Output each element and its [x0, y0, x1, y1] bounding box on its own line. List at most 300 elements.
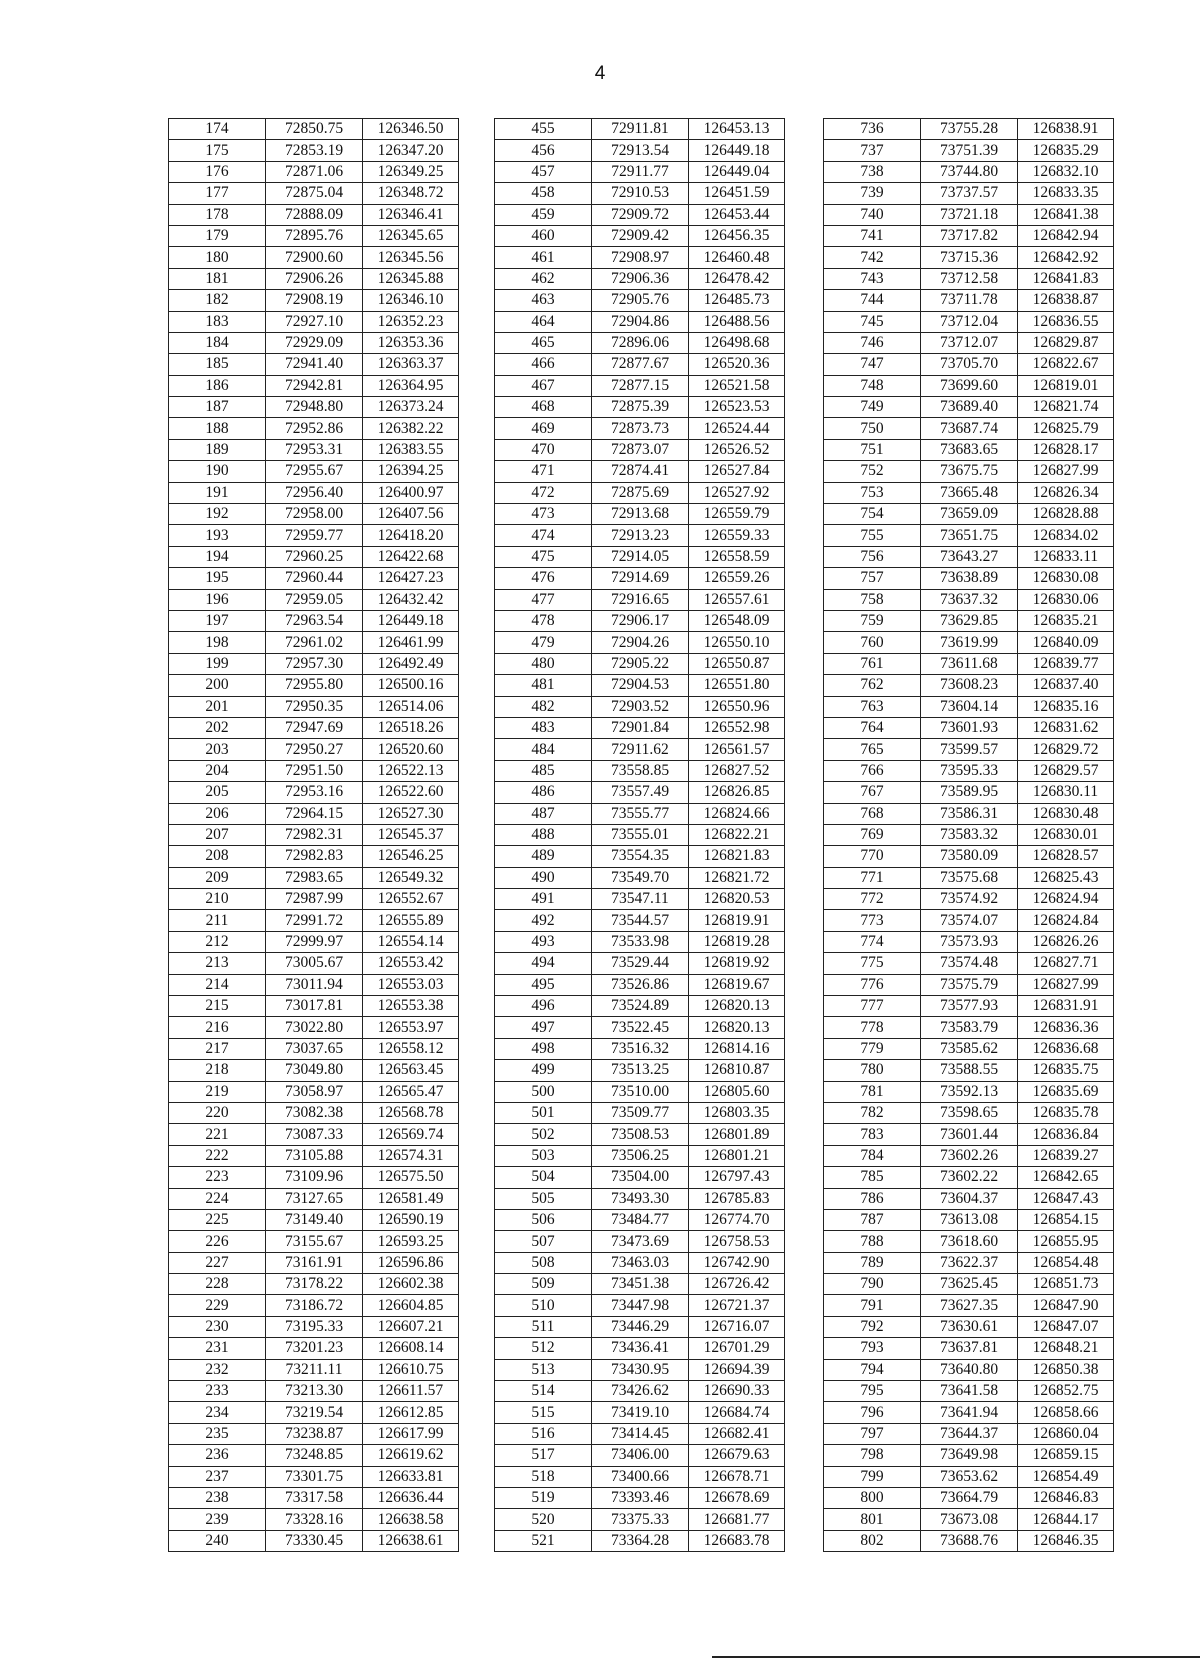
table-row [495, 354, 785, 375]
y-coordinate-cell: 126842.94 [1018, 225, 1114, 246]
x-coordinate-cell: 72950.27 [266, 739, 363, 760]
y-coordinate-cell: 126758.53 [689, 1231, 785, 1252]
x-coordinate-cell: 73493.30 [592, 1188, 689, 1209]
table-row [169, 867, 459, 888]
table-row [824, 889, 1114, 910]
x-coordinate-cell: 73127.65 [266, 1188, 363, 1209]
table-row [824, 482, 1114, 503]
table-row [495, 675, 785, 696]
y-coordinate-cell: 126839.77 [1018, 653, 1114, 674]
x-coordinate-cell: 73087.33 [266, 1124, 363, 1145]
y-coordinate-cell: 126345.56 [363, 247, 459, 268]
table-row [495, 375, 785, 396]
table-row [495, 504, 785, 525]
table-row [169, 568, 459, 589]
y-coordinate-cell: 126822.67 [1018, 354, 1114, 375]
table-row [495, 418, 785, 439]
y-coordinate-cell: 126553.42 [363, 953, 459, 974]
table-row [169, 183, 459, 204]
table-row [495, 525, 785, 546]
x-coordinate-cell: 73637.32 [921, 589, 1018, 610]
point-number-cell: 742 [824, 247, 921, 268]
point-number-cell: 469 [495, 418, 592, 439]
y-coordinate-cell: 126500.16 [363, 675, 459, 696]
point-number-cell: 202 [169, 717, 266, 738]
point-number-cell: 786 [824, 1188, 921, 1209]
table-row [824, 1188, 1114, 1209]
table-row [169, 953, 459, 974]
x-coordinate-cell: 73549.70 [592, 867, 689, 888]
y-coordinate-cell: 126801.21 [689, 1145, 785, 1166]
point-number-cell: 511 [495, 1316, 592, 1337]
point-number-cell: 753 [824, 482, 921, 503]
point-number-cell: 737 [824, 140, 921, 161]
point-number-cell: 472 [495, 482, 592, 503]
point-number-cell: 518 [495, 1466, 592, 1487]
y-coordinate-cell: 126353.36 [363, 332, 459, 353]
y-coordinate-cell: 126683.78 [689, 1530, 785, 1551]
y-coordinate-cell: 126518.26 [363, 717, 459, 738]
y-coordinate-cell: 126612.85 [363, 1402, 459, 1423]
table-row [495, 953, 785, 974]
table-row [169, 653, 459, 674]
y-coordinate-cell: 126836.36 [1018, 1017, 1114, 1038]
x-coordinate-cell: 73583.79 [921, 1017, 1018, 1038]
point-number-cell: 234 [169, 1402, 266, 1423]
table-row [824, 225, 1114, 246]
table-row [495, 1038, 785, 1059]
y-coordinate-cell: 126690.33 [689, 1381, 785, 1402]
table-row [169, 1488, 459, 1509]
point-number-cell: 211 [169, 910, 266, 931]
table-row [169, 1316, 459, 1337]
y-coordinate-cell: 126820.13 [689, 996, 785, 1017]
y-coordinate-cell: 126553.97 [363, 1017, 459, 1038]
table-row [824, 525, 1114, 546]
x-coordinate-cell: 73649.98 [921, 1445, 1018, 1466]
y-coordinate-cell: 126830.06 [1018, 589, 1114, 610]
coordinate-table-3 [823, 118, 1114, 1552]
point-number-cell: 205 [169, 782, 266, 803]
point-number-cell: 181 [169, 268, 266, 289]
table-row [824, 782, 1114, 803]
point-number-cell: 496 [495, 996, 592, 1017]
x-coordinate-cell: 73219.54 [266, 1402, 363, 1423]
table-row [824, 247, 1114, 268]
x-coordinate-cell: 72913.23 [592, 525, 689, 546]
x-coordinate-cell: 72983.65 [266, 867, 363, 888]
point-number-cell: 475 [495, 546, 592, 567]
point-number-cell: 485 [495, 760, 592, 781]
point-number-cell: 468 [495, 397, 592, 418]
point-number-cell: 226 [169, 1231, 266, 1252]
x-coordinate-cell: 73364.28 [592, 1530, 689, 1551]
point-number-cell: 770 [824, 846, 921, 867]
x-coordinate-cell: 73711.78 [921, 290, 1018, 311]
point-number-cell: 223 [169, 1167, 266, 1188]
table-row [824, 1017, 1114, 1038]
y-coordinate-cell: 126819.92 [689, 953, 785, 974]
x-coordinate-cell: 72895.76 [266, 225, 363, 246]
x-coordinate-cell: 73155.67 [266, 1231, 363, 1252]
point-number-cell: 790 [824, 1274, 921, 1295]
point-number-cell: 787 [824, 1209, 921, 1230]
x-coordinate-cell: 73712.04 [921, 311, 1018, 332]
point-number-cell: 224 [169, 1188, 266, 1209]
table-row [495, 140, 785, 161]
point-number-cell: 755 [824, 525, 921, 546]
y-coordinate-cell: 126830.01 [1018, 824, 1114, 845]
table-row [824, 311, 1114, 332]
x-coordinate-cell: 72873.07 [592, 439, 689, 460]
table-row [824, 675, 1114, 696]
point-number-cell: 491 [495, 889, 592, 910]
table-row [169, 1038, 459, 1059]
y-coordinate-cell: 126557.61 [689, 589, 785, 610]
point-number-cell: 510 [495, 1295, 592, 1316]
y-coordinate-cell: 126449.18 [363, 610, 459, 631]
table-row [824, 1252, 1114, 1273]
x-coordinate-cell: 73601.44 [921, 1124, 1018, 1145]
y-coordinate-cell: 126619.62 [363, 1445, 459, 1466]
x-coordinate-cell: 73598.65 [921, 1102, 1018, 1123]
y-coordinate-cell: 126837.40 [1018, 675, 1114, 696]
x-coordinate-cell: 72909.72 [592, 204, 689, 225]
table-row [495, 1295, 785, 1316]
x-coordinate-cell: 73201.23 [266, 1338, 363, 1359]
point-number-cell: 184 [169, 332, 266, 353]
y-coordinate-cell: 126604.85 [363, 1295, 459, 1316]
table-row [824, 996, 1114, 1017]
point-number-cell: 227 [169, 1252, 266, 1273]
table-row [495, 824, 785, 845]
y-coordinate-cell: 126346.41 [363, 204, 459, 225]
x-coordinate-cell: 73554.35 [592, 846, 689, 867]
x-coordinate-cell: 73186.72 [266, 1295, 363, 1316]
y-coordinate-cell: 126831.91 [1018, 996, 1114, 1017]
table-row [495, 589, 785, 610]
y-coordinate-cell: 126527.84 [689, 461, 785, 482]
x-coordinate-cell: 73604.14 [921, 696, 1018, 717]
y-coordinate-cell: 126553.38 [363, 996, 459, 1017]
point-number-cell: 792 [824, 1316, 921, 1337]
y-coordinate-cell: 126835.78 [1018, 1102, 1114, 1123]
table-row [824, 589, 1114, 610]
y-coordinate-cell: 126345.65 [363, 225, 459, 246]
point-number-cell: 749 [824, 397, 921, 418]
y-coordinate-cell: 126451.59 [689, 183, 785, 204]
x-coordinate-cell: 73506.25 [592, 1145, 689, 1166]
table-row [169, 461, 459, 482]
point-number-cell: 190 [169, 461, 266, 482]
table-row [169, 974, 459, 995]
x-coordinate-cell: 73638.89 [921, 568, 1018, 589]
x-coordinate-cell: 73109.96 [266, 1167, 363, 1188]
page-number: 4 [594, 63, 606, 84]
table-row [824, 717, 1114, 738]
y-coordinate-cell: 126559.79 [689, 504, 785, 525]
table-row [169, 354, 459, 375]
point-number-cell: 499 [495, 1060, 592, 1081]
table-row [824, 931, 1114, 952]
x-coordinate-cell: 73602.26 [921, 1145, 1018, 1166]
point-number-cell: 514 [495, 1381, 592, 1402]
y-coordinate-cell: 126826.34 [1018, 482, 1114, 503]
table-row [824, 1124, 1114, 1145]
x-coordinate-cell: 73602.22 [921, 1167, 1018, 1188]
table-row [169, 525, 459, 546]
x-coordinate-cell: 73675.75 [921, 461, 1018, 482]
y-coordinate-cell: 126848.21 [1018, 1338, 1114, 1359]
point-number-cell: 495 [495, 974, 592, 995]
y-coordinate-cell: 126394.25 [363, 461, 459, 482]
x-coordinate-cell: 73317.58 [266, 1488, 363, 1509]
table-row [169, 889, 459, 910]
y-coordinate-cell: 126456.35 [689, 225, 785, 246]
x-coordinate-cell: 73751.39 [921, 140, 1018, 161]
table-row [495, 910, 785, 931]
table-row [495, 1252, 785, 1273]
y-coordinate-cell: 126345.88 [363, 268, 459, 289]
y-coordinate-cell: 126847.07 [1018, 1316, 1114, 1337]
x-coordinate-cell: 73629.85 [921, 610, 1018, 631]
x-coordinate-cell: 73653.62 [921, 1466, 1018, 1487]
point-number-cell: 490 [495, 867, 592, 888]
table-row [495, 1488, 785, 1509]
table-row [495, 739, 785, 760]
point-number-cell: 795 [824, 1381, 921, 1402]
x-coordinate-cell: 73717.82 [921, 225, 1018, 246]
x-coordinate-cell: 73400.66 [592, 1466, 689, 1487]
point-number-cell: 230 [169, 1316, 266, 1337]
y-coordinate-cell: 126831.62 [1018, 717, 1114, 738]
y-coordinate-cell: 126844.17 [1018, 1509, 1114, 1530]
x-coordinate-cell: 72888.09 [266, 204, 363, 225]
y-coordinate-cell: 126833.11 [1018, 546, 1114, 567]
point-number-cell: 488 [495, 824, 592, 845]
y-coordinate-cell: 126348.72 [363, 183, 459, 204]
y-coordinate-cell: 126555.89 [363, 910, 459, 931]
point-number-cell: 193 [169, 525, 266, 546]
y-coordinate-cell: 126551.80 [689, 675, 785, 696]
point-number-cell: 204 [169, 760, 266, 781]
x-coordinate-cell: 73393.46 [592, 1488, 689, 1509]
x-coordinate-cell: 73436.41 [592, 1338, 689, 1359]
point-number-cell: 516 [495, 1423, 592, 1444]
point-number-cell: 505 [495, 1188, 592, 1209]
point-number-cell: 512 [495, 1338, 592, 1359]
x-coordinate-cell: 73595.33 [921, 760, 1018, 781]
x-coordinate-cell: 73651.75 [921, 525, 1018, 546]
y-coordinate-cell: 126835.75 [1018, 1060, 1114, 1081]
table-row [169, 739, 459, 760]
x-coordinate-cell: 73699.60 [921, 375, 1018, 396]
x-coordinate-cell: 73637.81 [921, 1338, 1018, 1359]
point-number-cell: 214 [169, 974, 266, 995]
y-coordinate-cell: 126610.75 [363, 1359, 459, 1380]
x-coordinate-cell: 73613.08 [921, 1209, 1018, 1230]
table-row [169, 375, 459, 396]
x-coordinate-cell: 73640.80 [921, 1359, 1018, 1380]
y-coordinate-cell: 126514.06 [363, 696, 459, 717]
x-coordinate-cell: 73037.65 [266, 1038, 363, 1059]
table-row [824, 1295, 1114, 1316]
point-number-cell: 198 [169, 632, 266, 653]
point-number-cell: 754 [824, 504, 921, 525]
y-coordinate-cell: 126549.32 [363, 867, 459, 888]
table-row [824, 846, 1114, 867]
point-number-cell: 186 [169, 375, 266, 396]
point-number-cell: 781 [824, 1081, 921, 1102]
point-number-cell: 229 [169, 1295, 266, 1316]
y-coordinate-cell: 126488.56 [689, 311, 785, 332]
x-coordinate-cell: 73586.31 [921, 803, 1018, 824]
table-row [495, 1423, 785, 1444]
x-coordinate-cell: 73619.99 [921, 632, 1018, 653]
x-coordinate-cell: 73516.32 [592, 1038, 689, 1059]
point-number-cell: 456 [495, 140, 592, 161]
point-number-cell: 498 [495, 1038, 592, 1059]
y-coordinate-cell: 126527.92 [689, 482, 785, 503]
table-row [824, 268, 1114, 289]
point-number-cell: 464 [495, 311, 592, 332]
point-number-cell: 217 [169, 1038, 266, 1059]
point-number-cell: 236 [169, 1445, 266, 1466]
table-row [495, 1530, 785, 1551]
x-coordinate-cell: 72853.19 [266, 140, 363, 161]
point-number-cell: 764 [824, 717, 921, 738]
y-coordinate-cell: 126460.48 [689, 247, 785, 268]
x-coordinate-cell: 73213.30 [266, 1381, 363, 1402]
point-number-cell: 233 [169, 1381, 266, 1402]
table-row [824, 290, 1114, 311]
x-coordinate-cell: 73446.29 [592, 1316, 689, 1337]
y-coordinate-cell: 126826.85 [689, 782, 785, 803]
table-row [495, 974, 785, 995]
point-number-cell: 484 [495, 739, 592, 760]
table-row [824, 760, 1114, 781]
point-number-cell: 501 [495, 1102, 592, 1123]
x-coordinate-cell: 72901.84 [592, 717, 689, 738]
point-number-cell: 474 [495, 525, 592, 546]
point-number-cell: 209 [169, 867, 266, 888]
coordinate-table-2 [494, 118, 785, 1552]
x-coordinate-cell: 73430.95 [592, 1359, 689, 1380]
table-row [495, 632, 785, 653]
table-row [824, 504, 1114, 525]
point-number-cell: 785 [824, 1167, 921, 1188]
x-coordinate-cell: 73618.60 [921, 1231, 1018, 1252]
y-coordinate-cell: 126835.16 [1018, 696, 1114, 717]
x-coordinate-cell: 72942.81 [266, 375, 363, 396]
table-row [169, 1188, 459, 1209]
table-row [169, 782, 459, 803]
y-coordinate-cell: 126485.73 [689, 290, 785, 311]
point-number-cell: 215 [169, 996, 266, 1017]
x-coordinate-cell: 72871.06 [266, 161, 363, 182]
table-row [495, 290, 785, 311]
y-coordinate-cell: 126825.43 [1018, 867, 1114, 888]
y-coordinate-cell: 126498.68 [689, 332, 785, 353]
y-coordinate-cell: 126449.04 [689, 161, 785, 182]
table-row [824, 1038, 1114, 1059]
y-coordinate-cell: 126830.08 [1018, 568, 1114, 589]
point-number-cell: 743 [824, 268, 921, 289]
point-number-cell: 508 [495, 1252, 592, 1273]
point-number-cell: 502 [495, 1124, 592, 1145]
table-row [824, 461, 1114, 482]
table-row [169, 1509, 459, 1530]
y-coordinate-cell: 126839.27 [1018, 1145, 1114, 1166]
y-coordinate-cell: 126828.17 [1018, 439, 1114, 460]
x-coordinate-cell: 73555.01 [592, 824, 689, 845]
point-number-cell: 174 [169, 119, 266, 140]
x-coordinate-cell: 72910.53 [592, 183, 689, 204]
point-number-cell: 509 [495, 1274, 592, 1295]
x-coordinate-cell: 73712.58 [921, 268, 1018, 289]
x-coordinate-cell: 72960.44 [266, 568, 363, 589]
y-coordinate-cell: 126550.87 [689, 653, 785, 674]
x-coordinate-cell: 72908.97 [592, 247, 689, 268]
table-row [169, 311, 459, 332]
table-row [169, 1381, 459, 1402]
y-coordinate-cell: 126373.24 [363, 397, 459, 418]
point-number-cell: 773 [824, 910, 921, 931]
table-row [169, 632, 459, 653]
y-coordinate-cell: 126838.91 [1018, 119, 1114, 140]
y-coordinate-cell: 126830.48 [1018, 803, 1114, 824]
x-coordinate-cell: 73574.92 [921, 889, 1018, 910]
y-coordinate-cell: 126836.68 [1018, 1038, 1114, 1059]
y-coordinate-cell: 126841.38 [1018, 204, 1114, 225]
x-coordinate-cell: 72908.19 [266, 290, 363, 311]
table-row [495, 1274, 785, 1295]
y-coordinate-cell: 126575.50 [363, 1167, 459, 1188]
point-number-cell: 507 [495, 1231, 592, 1252]
x-coordinate-cell: 73504.00 [592, 1167, 689, 1188]
x-coordinate-cell: 73601.93 [921, 717, 1018, 738]
table-row [169, 1274, 459, 1295]
table-row [824, 974, 1114, 995]
point-number-cell: 767 [824, 782, 921, 803]
y-coordinate-cell: 126346.50 [363, 119, 459, 140]
x-coordinate-cell: 72929.09 [266, 332, 363, 353]
y-coordinate-cell: 126829.87 [1018, 332, 1114, 353]
table-row [495, 653, 785, 674]
table-row [169, 397, 459, 418]
y-coordinate-cell: 126546.25 [363, 846, 459, 867]
table-row [169, 1530, 459, 1551]
table-row [495, 397, 785, 418]
x-coordinate-cell: 73592.13 [921, 1081, 1018, 1102]
point-number-cell: 503 [495, 1145, 592, 1166]
x-coordinate-cell: 73627.35 [921, 1295, 1018, 1316]
point-number-cell: 493 [495, 931, 592, 952]
point-number-cell: 231 [169, 1338, 266, 1359]
y-coordinate-cell: 126593.25 [363, 1231, 459, 1252]
y-coordinate-cell: 126824.84 [1018, 910, 1114, 931]
x-coordinate-cell: 73248.85 [266, 1445, 363, 1466]
x-coordinate-cell: 72957.30 [266, 653, 363, 674]
table-row [824, 546, 1114, 567]
y-coordinate-cell: 126617.99 [363, 1423, 459, 1444]
table-row [824, 1231, 1114, 1252]
x-coordinate-cell: 72900.60 [266, 247, 363, 268]
y-coordinate-cell: 126828.88 [1018, 504, 1114, 525]
point-number-cell: 183 [169, 311, 266, 332]
point-number-cell: 218 [169, 1060, 266, 1081]
x-coordinate-cell: 72952.86 [266, 418, 363, 439]
